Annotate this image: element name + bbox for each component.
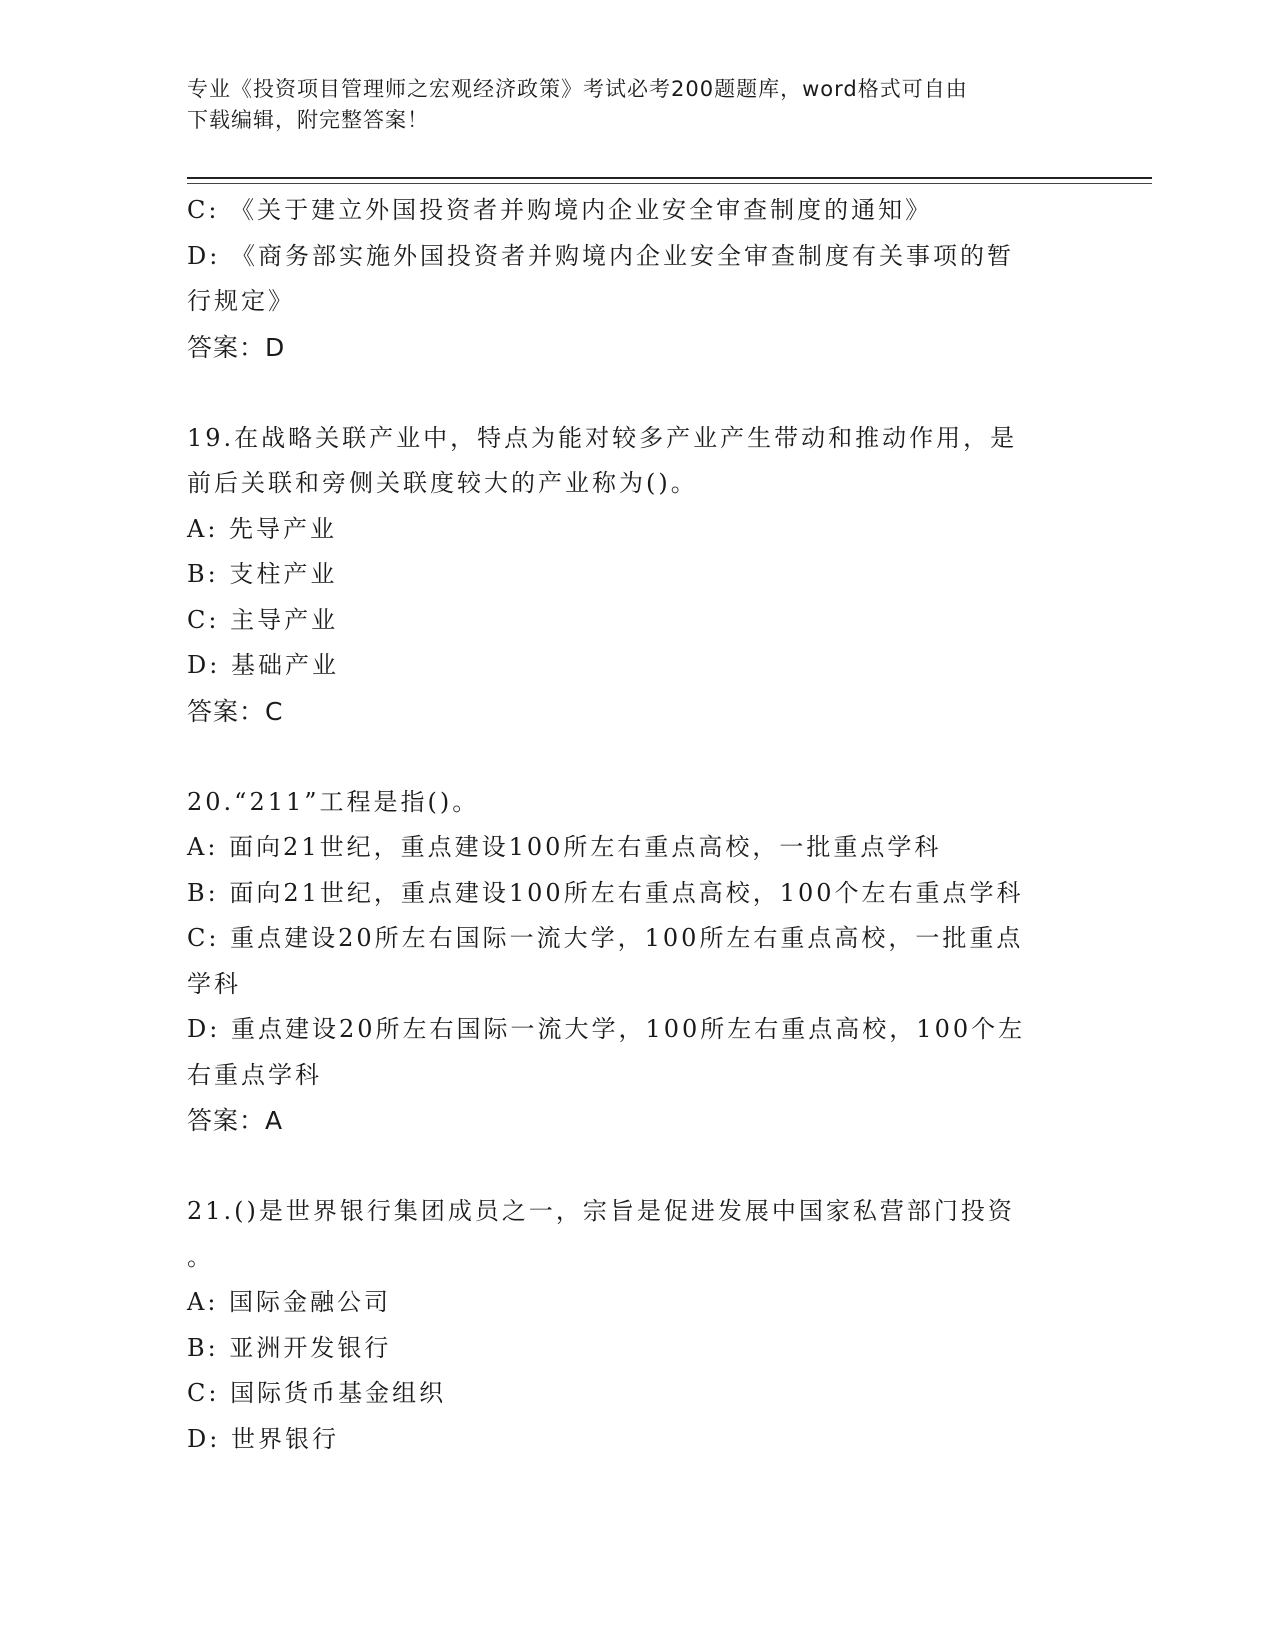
- option-b: B: 支柱产业: [187, 560, 338, 588]
- option-a: A: 面向21世纪，重点建设100所左右重点高校，一批重点学科: [187, 833, 942, 861]
- option-d: D: 基础产业: [187, 651, 339, 679]
- question-stem-continued: 。: [187, 1242, 214, 1271]
- option-d-continued: 右重点学科: [187, 1060, 322, 1089]
- option-c: C: 国际货币基金组织: [187, 1379, 447, 1407]
- answer: 答案：C: [187, 696, 284, 726]
- option-b: B: 面向21世纪，重点建设100所左右重点高校，100个左右重点学科: [187, 878, 1024, 907]
- answer: 答案：A: [187, 1106, 284, 1135]
- spacer: [187, 1144, 1087, 1190]
- question-21: [187, 1189, 1087, 1462]
- header-line-1: 专业《投资项目管理师之宏观经济政策》考试必考200题题库，word格式可自由: [187, 77, 968, 101]
- option-c-continued: 学科: [187, 969, 241, 998]
- option-d: D: 世界银行: [187, 1424, 339, 1453]
- option-c: C: 主导产业: [187, 605, 339, 634]
- question-stem: 21.()是世界银行集团成员之一，宗旨是促进发展中国家私营部门投资: [187, 1197, 1015, 1225]
- option-c: C: 重点建设20所左右国际一流大学，100所左右重点高校，一批重点: [187, 924, 1024, 952]
- header-divider-thin: [187, 183, 1152, 184]
- option-a: A: 先导产业: [187, 514, 338, 543]
- option-a: A: 国际金融公司: [187, 1288, 392, 1316]
- option-b: B: 亚洲开发银行: [187, 1333, 392, 1362]
- question-19: [187, 416, 1087, 735]
- option-d-continued: 行规定》: [187, 287, 295, 315]
- document-body: [187, 188, 1087, 1462]
- question-20: [187, 780, 1087, 1144]
- question-18: [187, 188, 1087, 370]
- spacer: [187, 734, 1087, 780]
- question-stem: 19.在战略关联产业中，特点为能对较多产业产生带动和推动作用，是: [187, 423, 1018, 452]
- option-d: D: 重点建设20所左右国际一流大学，100所左右重点高校，100个左: [187, 1015, 1026, 1043]
- answer: 答案：D: [187, 332, 286, 362]
- question-stem: 20.“211”工程是指()。: [187, 787, 480, 816]
- document-header: [187, 74, 1067, 136]
- header-divider-thick: [187, 177, 1152, 179]
- option-d: D: 《商务部实施外国投资者并购境内企业安全审查制度有关事项的暂: [187, 241, 1014, 270]
- option-c: C: 《关于建立外国投资者并购境内企业安全审查制度的通知》: [187, 196, 933, 224]
- header-line-2: 下载编辑，附完整答案！: [187, 108, 429, 132]
- question-stem-continued: 前后关联和旁侧关联度较大的产业称为()。: [187, 469, 698, 497]
- spacer: [187, 370, 1087, 416]
